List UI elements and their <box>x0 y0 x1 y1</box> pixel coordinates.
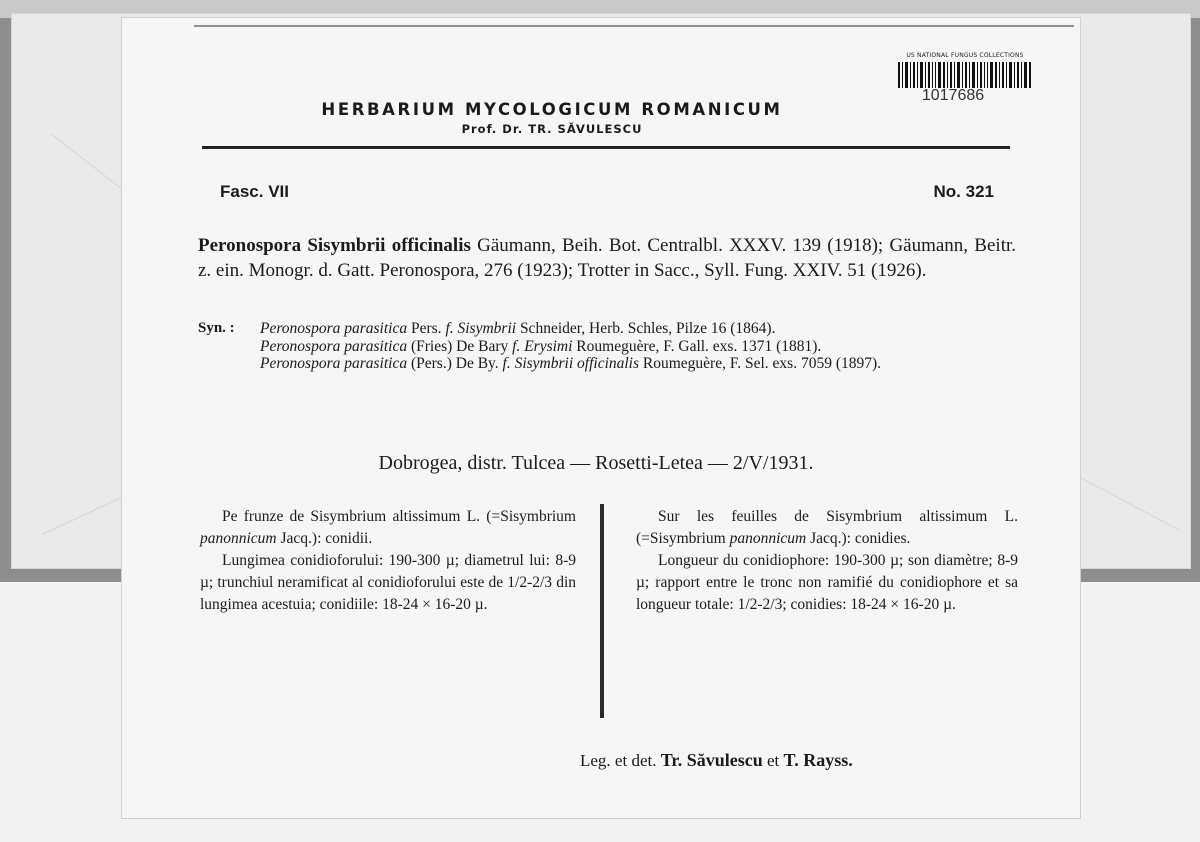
catalog-number: 1017686 <box>921 87 985 104</box>
collectors-line: Leg. et det. Tr. Săvulescu et T. Rayss. <box>580 750 853 770</box>
measurements-romanian: Lungimea conidioforului: 190-300 µ; diametrul lui: 8-9 µ; trunchiul neramificat al conidioforului este de 1/2-2/3 din lungimea acestuia; conidiile: 18-24 × 16-20 µ. <box>200 552 576 613</box>
barcode-caption: US NATIONAL FUNGUS COLLECTIONS <box>906 52 1024 59</box>
herbarium-label <box>122 18 1080 818</box>
exsiccata-number: No. 321 <box>933 182 994 201</box>
column-divider <box>600 504 604 718</box>
header-rule <box>202 146 1010 149</box>
description-romanian <box>200 506 576 616</box>
collection-locality: Dobrogea, distr. Tulcea — Rosetti-Letea — 2/V/1931. <box>378 452 814 474</box>
taxon-citation <box>198 233 1016 283</box>
measurements-french: Longueur du conidiophore: 190-300 µ; son diamètre; 8-9 µ; rapport entre le tronc non ramifié du conidiophore et sa longueur totale: 1/2-2/3; conidies: 18-24 × 16-20 µ. <box>636 552 1018 613</box>
description-french <box>636 506 1018 616</box>
herbarium-editor: Prof. Dr. TR. SĂVULESCU <box>461 122 643 136</box>
host-french: Sur les feuilles de Sisymbrium altissimum L. (=Sisymbrium panonnicum Jacq.): conidies. <box>636 508 1018 547</box>
citation-text: Gäumann, Beih. Bot. Centralbl. XXXV. 139 (1918); Gäumann, Beitr. z. ein. Monogr. d. Gatt. Peronospora, 276 (1923); Trotter in Sacc., Syll. Fung. XXIV. 51 (1926). <box>198 235 1017 281</box>
barcode <box>898 62 1032 88</box>
synonym-item: Peronospora parasitica (Pers.) De By. f. Sisymbrii officinalis Roumeguère, F. Sel. exs. 7059 (1897). <box>260 355 882 372</box>
barcode-label <box>894 52 1036 104</box>
host-romanian: Pe frunze de Sisymbrium altissimum L. (=Sisymbrium panonnicum Jacq.): conidii. <box>200 508 576 547</box>
synonym-item: Peronospora parasitica (Fries) De Bary f. Erysimi Roumeguère, F. Gall. exs. 1371 (1881). <box>260 337 822 355</box>
collector-name: Tr. Săvulescu <box>660 750 763 770</box>
synonym-list <box>260 320 1020 373</box>
collector-name: T. Rayss. <box>783 750 853 770</box>
fascicle-number: Fasc. VII <box>220 182 289 201</box>
species-name: Peronospora Sisymbrii officinalis <box>198 235 471 256</box>
top-rule <box>194 25 1074 27</box>
herbarium-title: HERBARIUM MYCOLOGICUM ROMANICUM <box>321 100 783 119</box>
synonyms-label: Syn. : <box>198 320 235 336</box>
synonym-item: Peronospora parasitica Pers. f. Sisymbrii Schneider, Herb. Schles, Pilze 16 (1864). <box>260 320 776 337</box>
